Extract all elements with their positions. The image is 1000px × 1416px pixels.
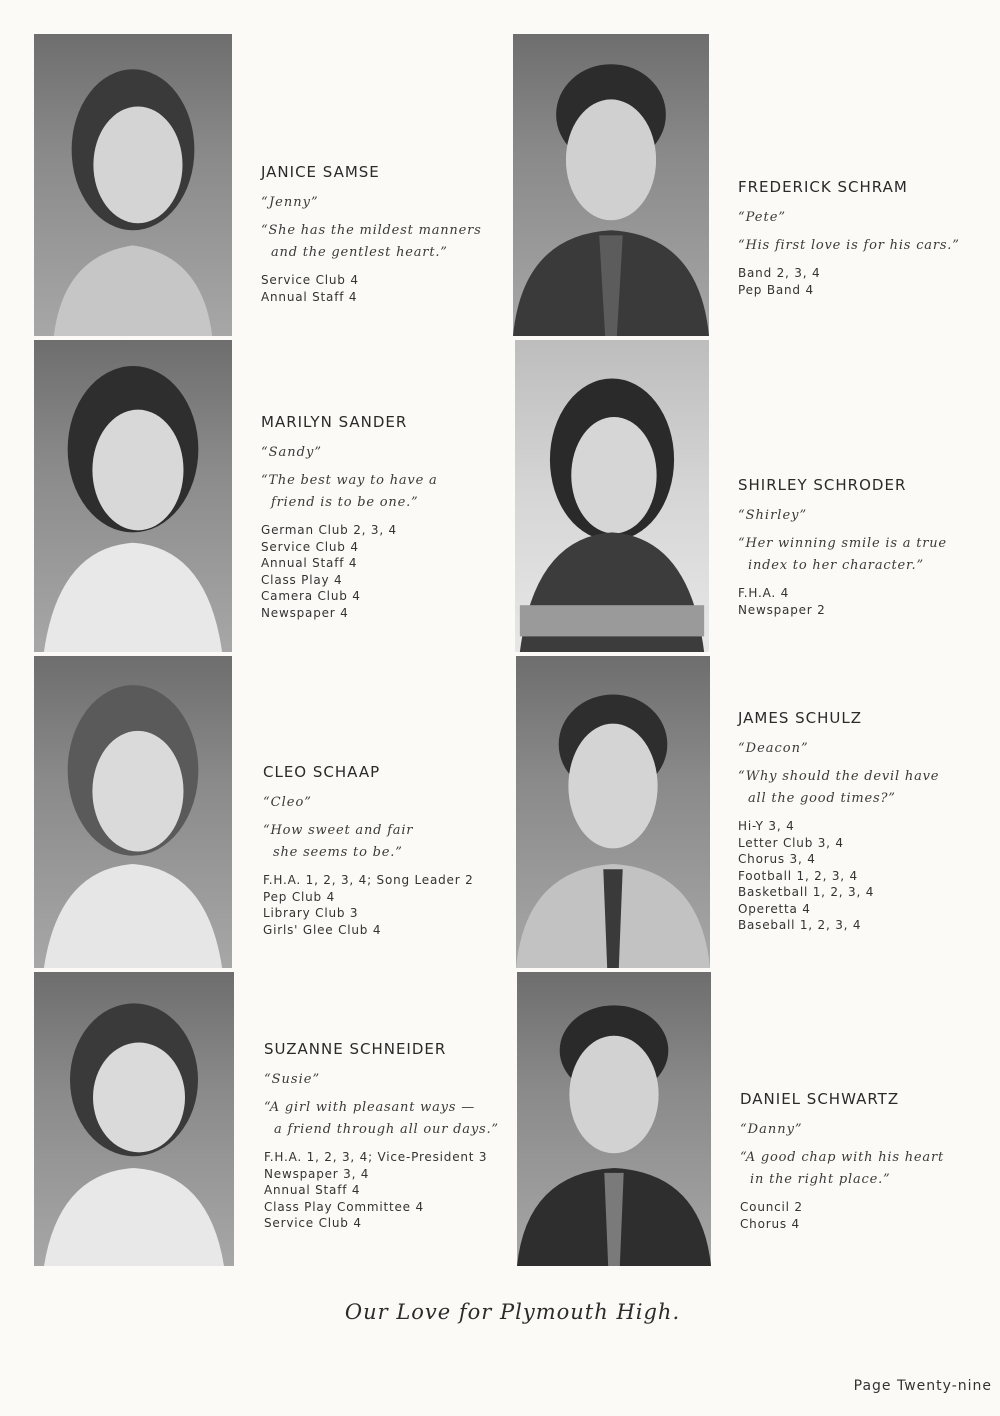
student-quote <box>261 470 521 514</box>
quote-line: “A good chap with his heart <box>740 1150 944 1165</box>
activity-item: Newspaper 4 <box>261 605 349 620</box>
student-quote <box>738 533 998 577</box>
activity-item: F.H.A. 1, 2, 3, 4; Vice-President 3 <box>264 1150 488 1164</box>
activity-list <box>263 872 523 938</box>
activity-item: Hi-Y 3, 4 <box>738 819 795 833</box>
student-name: JANICE SAMSE <box>261 163 380 181</box>
activity-item: Annual Staff 4 <box>261 289 358 304</box>
portrait-photo <box>34 972 234 1266</box>
portrait-photo <box>34 340 232 652</box>
student-quote <box>738 766 998 810</box>
portrait-photo <box>515 340 709 652</box>
student-quote <box>264 1097 524 1141</box>
activity-item: Baseball 1, 2, 3, 4 <box>738 918 862 932</box>
page-number: Page Twenty-nine <box>853 1378 992 1394</box>
activity-item: Girls' Glee Club 4 <box>263 922 382 937</box>
activity-item: Pep Club 4 <box>263 889 336 904</box>
page-motto: Our Love for Plymouth High. <box>344 1300 681 1324</box>
portrait-photo <box>34 656 232 968</box>
student-nickname: “Jenny” <box>261 195 319 210</box>
student-entry <box>261 413 521 621</box>
student-entry <box>738 709 998 934</box>
student-quote <box>738 235 998 257</box>
activity-item: Chorus 3, 4 <box>738 852 816 866</box>
activity-item: Service Club 4 <box>261 539 359 554</box>
activity-item: Class Play Committee 4 <box>264 1199 424 1214</box>
student-quote <box>740 1147 1000 1191</box>
quote-line: “A girl with pleasant ways — <box>264 1100 475 1115</box>
student-entry <box>261 163 521 305</box>
activity-item: Class Play 4 <box>261 572 343 587</box>
student-entry <box>738 178 998 298</box>
student-entry <box>264 1040 524 1232</box>
portrait-photo <box>516 656 710 968</box>
quote-line: all the good times?” <box>748 791 896 806</box>
quote-line: “How sweet and fair <box>263 823 414 838</box>
activity-item: Service Club 4 <box>264 1216 362 1230</box>
activity-item: Service Club 4 <box>261 273 359 287</box>
quote-line: “Why should the devil have <box>738 769 940 784</box>
activity-list <box>738 265 998 298</box>
activity-item: Council 2 <box>740 1200 803 1214</box>
student-name: FREDERICK SCHRAM <box>738 178 908 196</box>
activity-item: Annual Staff 4 <box>264 1183 361 1197</box>
quote-line: “His first love is for his cars.” <box>738 238 960 253</box>
student-quote <box>263 820 523 864</box>
activity-list <box>264 1149 524 1232</box>
student-nickname: “Sandy” <box>261 445 322 460</box>
quote-line: “The best way to have a <box>261 473 438 488</box>
activity-item: Annual Staff 4 <box>261 556 358 570</box>
activity-item: Library Club 3 <box>263 906 359 920</box>
quote-line: she seems to be.” <box>273 845 403 860</box>
quote-line: in the right place.” <box>750 1172 891 1187</box>
activity-list <box>738 818 998 934</box>
portrait-photo <box>517 972 711 1266</box>
student-entry <box>263 763 523 938</box>
student-entry <box>738 476 998 618</box>
activity-item: Newspaper 3, 4 <box>264 1166 370 1181</box>
student-nickname: “Deacon” <box>738 741 809 756</box>
portrait-photo <box>513 34 709 336</box>
student-name: SUZANNE SCHNEIDER <box>264 1040 447 1058</box>
activity-item: German Club 2, 3, 4 <box>261 523 397 537</box>
activity-item: Band 2, 3, 4 <box>738 266 821 280</box>
activity-list <box>738 585 998 618</box>
activity-item: Operetta 4 <box>738 901 811 916</box>
quote-line: friend is to be one.” <box>271 495 419 510</box>
student-nickname: “Danny” <box>740 1122 803 1137</box>
student-entry <box>740 1090 1000 1232</box>
student-name: SHIRLEY SCHRODER <box>738 476 907 494</box>
student-quote <box>261 220 521 264</box>
quote-line: index to her character.” <box>748 558 924 573</box>
activity-item: Basketball 1, 2, 3, 4 <box>738 885 875 899</box>
student-nickname: “Shirley” <box>738 508 808 523</box>
activity-item: Newspaper 2 <box>738 602 826 617</box>
student-name: CLEO SCHAAP <box>263 763 381 781</box>
activity-item: F.H.A. 1, 2, 3, 4; Song Leader 2 <box>263 873 474 887</box>
student-nickname: “Pete” <box>738 210 787 225</box>
activity-item: Chorus 4 <box>740 1216 800 1231</box>
quote-line: “Her winning smile is a true <box>738 536 947 551</box>
student-name: JAMES SCHULZ <box>738 709 863 727</box>
student-name: MARILYN SANDER <box>261 413 408 431</box>
activity-item: Pep Band 4 <box>738 282 814 297</box>
portrait-photo <box>34 34 232 336</box>
student-nickname: “Cleo” <box>263 795 312 810</box>
quote-line: “She has the mildest manners <box>261 223 482 238</box>
activity-list <box>261 522 521 621</box>
activity-item: Football 1, 2, 3, 4 <box>738 868 858 883</box>
quote-line: a friend through all our days.” <box>274 1122 499 1137</box>
activity-list <box>261 272 521 305</box>
activity-item: F.H.A. 4 <box>738 586 790 600</box>
student-nickname: “Susie” <box>264 1072 321 1087</box>
activity-item: Letter Club 3, 4 <box>738 835 844 850</box>
activity-item: Camera Club 4 <box>261 589 361 603</box>
activity-list <box>740 1199 1000 1232</box>
student-name: DANIEL SCHWARTZ <box>740 1090 900 1108</box>
quote-line: and the gentlest heart.” <box>271 245 448 260</box>
